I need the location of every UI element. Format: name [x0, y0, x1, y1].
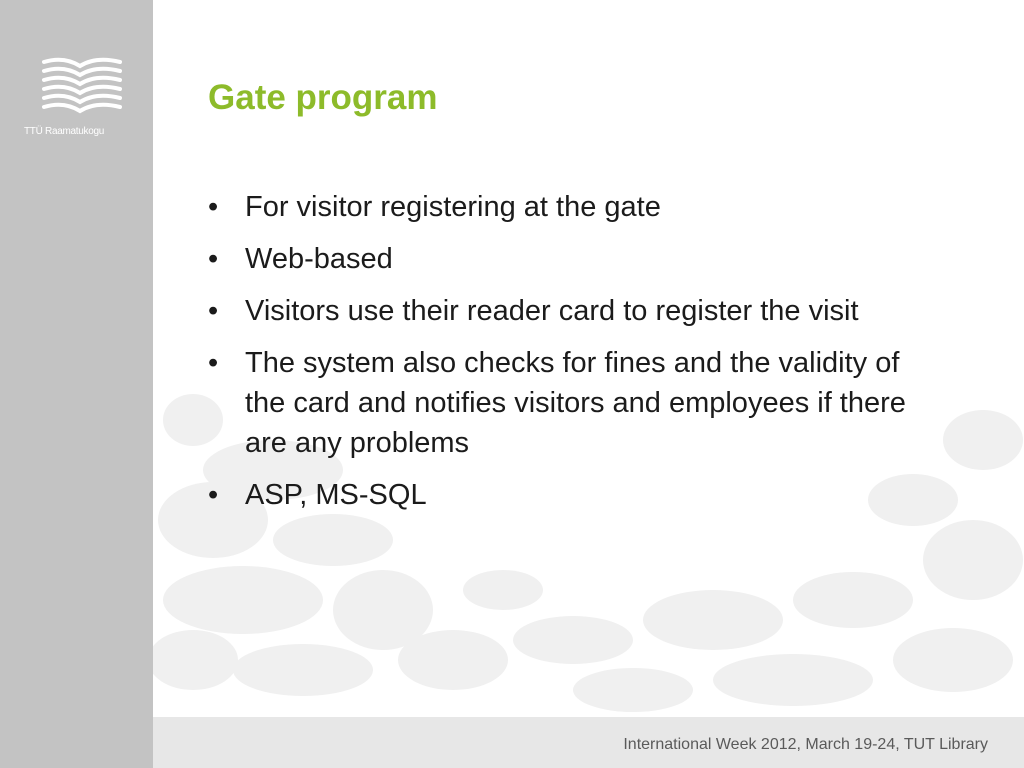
- bullet-dot-icon: •: [208, 347, 219, 379]
- footer-bar: [153, 717, 1024, 768]
- bullet-dot-icon: •: [208, 191, 219, 223]
- books-logo-icon: [24, 54, 142, 124]
- bullet-item: [208, 187, 908, 227]
- sidebar-panel: [0, 0, 153, 768]
- bullet-text: For visitor registering at the gate: [245, 191, 661, 223]
- bullet-item: [208, 343, 908, 463]
- slide-content: [153, 0, 1024, 768]
- logo-text: TTÜ Raamatukogu: [24, 126, 104, 137]
- bullet-dot-icon: •: [208, 479, 219, 511]
- bullet-item: [208, 239, 908, 279]
- footer-text: International Week 2012, March 19-24, TUT Library: [623, 736, 988, 753]
- bullet-text: ASP, MS-SQL: [245, 479, 427, 511]
- bullet-text: Visitors use their reader card to register the visit: [245, 295, 859, 327]
- bullet-text: The system also checks for fines and the validity of the card and notifies visitors and employees if there are any problems: [245, 347, 906, 459]
- bullet-list: [208, 187, 908, 527]
- bullet-dot-icon: •: [208, 243, 219, 275]
- slide-title: Gate program: [208, 78, 438, 117]
- library-logo: [24, 54, 142, 154]
- bullet-dot-icon: •: [208, 295, 219, 327]
- bullet-item: [208, 475, 908, 515]
- bullet-text: Web-based: [245, 243, 393, 275]
- bullet-item: [208, 291, 908, 331]
